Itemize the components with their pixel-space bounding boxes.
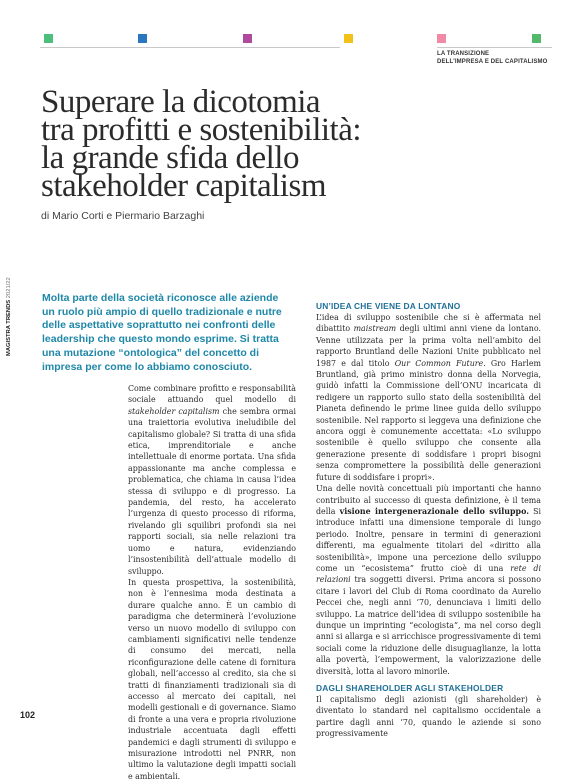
body-paragraph: In questa prospettiva, la sostenibilità, non è l’ennesima moda destinata a durare qualche anno. È un cambio di paradigma che determinerà l’evoluzione verso un nuovo modello di sviluppo con cambiamenti significativi nelle tendenze di consumo dei mercati, nella riconfigurazione delle catene di fornitura globali, nell’accesso al credito, sia che si tratti di finanziamenti tradizionali sia di accesso al mercato dei capitali, nei modelli gestionali e di governance. Siamo di fronte a una vera e propria rivoluzione industriale accentuata dagli effetti pandemici e dagli strumenti di sviluppo e misurazione introdotti nel PNRR, non ultimo la valutazione degli impatti sociali e ambientali. bbox=[128, 577, 296, 781]
lead-paragraph: Molta parte della società riconosce alle aziende un ruolo più ampio di quello tradizionale e nutre delle aspettative soprattutto nei confronti delle leadership che questo mondo esprime. Si tratta una mutazione “ontologica” del concetto di impresa per come lo abbiamo conosciuto. bbox=[42, 292, 282, 373]
page-number: 102 bbox=[20, 710, 36, 720]
body-paragraph bbox=[316, 483, 541, 677]
section-label bbox=[437, 51, 567, 66]
color-square bbox=[344, 34, 353, 43]
text-run: degli ultimi anni viene da lontano. Venne utilizzata per la prima volta nell’ambito del rapporto Bruntland delle Nazioni Unite pubblicato nel 1987 e dal titolo bbox=[316, 324, 541, 368]
text-run: . Gro Harlem Bruntland, già primo ministro donna della Norvegia, guidò infatti la Commissione dell’ONU incaricata di redigere un rapporto sullo stato della sostenibilità del Pianeta definendo le prime linee guida dello sviluppo sostenibile. Nel rapporto si leggeva una definizione che ancora oggi è comunemente accettata: «Lo sviluppo sostenibile è quello sviluppo che consente alla generazione presente di soddisfare i propri bisogni senza compromettere la possibilità delle generazioni future di soddisfare i propri». bbox=[316, 358, 541, 482]
color-square bbox=[243, 34, 252, 43]
title-line: la grande sfida dello bbox=[41, 140, 299, 176]
body-paragraph bbox=[316, 312, 541, 483]
magazine-spine-label bbox=[4, 277, 14, 356]
title-line: Superare la dicotomia bbox=[41, 84, 321, 120]
body-column-middle bbox=[128, 383, 296, 782]
section-heading: UN’IDEA CHE VIENE DA LONTANO bbox=[316, 301, 461, 311]
italic-text: rete di relazioni bbox=[316, 563, 541, 585]
body-paragraph: Il capitalismo degli azionisti (gli shareholder) è diventato lo standard nel capitalismo occidentale a partire dagli anni ’70, quando le aziende si sono progressivamente bbox=[316, 695, 541, 739]
italic-text: stakeholder capitalism bbox=[128, 406, 220, 416]
article-title bbox=[41, 84, 551, 204]
text-run: Si introduce infatti una dimensione temporale di lungo periodo. Inoltre, pensare in termini di generazioni differenti, ma egualmente titolari del «diritto alla sostenibilità», impone una percezione dello sviluppo come un “ecosistema” frutto cioè di una bbox=[316, 506, 542, 573]
title-line: tra profitti e sostenibilità: bbox=[41, 112, 362, 148]
text-run: che sembra ormai una traiettoria evolutiva ineludibile del capitalismo globale? Si tratta di una sfida etica, imprenditoriale e anche intellettuale di enorme portata. Una sfida appassionante ma anche complessa e problematica, che chiama in causa l’idea stessa di sviluppo e di progresso. La pandemia, del resto, ha accelerato l’urgenza di questo processo di riforma, rivelando gli squilibri profondi sia nei rapporti sociali, sia nelle relazioni tra uomo e natura, evidenziando l’insostenibilità dell’attuale modello di sviluppo. bbox=[128, 406, 296, 576]
section-heading: DAGLI SHAREHOLDER AGLI STAKEHOLDER bbox=[316, 683, 504, 693]
title-line: stakeholder capitalism bbox=[41, 168, 326, 204]
color-square bbox=[437, 34, 446, 43]
text-run: L’idea di sviluppo sostenibile che si è affermata nel dibattito bbox=[316, 313, 541, 334]
bold-text: visione intergenerazionale dello sviluppo. bbox=[339, 506, 529, 516]
section-label-line: LA TRANSIZIONE bbox=[437, 51, 490, 57]
body-column-right bbox=[316, 300, 541, 740]
text-run: Una delle novità concettuali più importanti che hanno contribuito al successo di questa definizione, è il tema della bbox=[316, 484, 541, 516]
text-run: Come combinare profitto e responsabilità sociale attuando quel modello di bbox=[128, 384, 296, 405]
byline: di Mario Corti e Piermario Barzaghi bbox=[41, 210, 205, 222]
color-square bbox=[138, 34, 147, 43]
section-label-line: DELL'IMPRESA E DEL CAPITALISMO bbox=[437, 58, 548, 65]
magazine-year: 2021/22 bbox=[6, 277, 12, 299]
magazine-name: MAGISTRA TRENDS bbox=[6, 299, 12, 356]
italic-text: maistream bbox=[353, 324, 397, 334]
header-rule bbox=[437, 47, 552, 48]
color-square bbox=[532, 34, 541, 43]
color-square bbox=[44, 34, 53, 43]
text-run: tra soggetti diversi. Prima ancora si possono citare i lavori del Club di Roma coordinato da Aurelio Peccei che, negli anni ’70, denunciava i limiti dello sviluppo. La matrice dell’idea di sviluppo sostenibile ha dunque un imprinting “ecologista”, ma nel corso degli anni si allarga e si arricchisce progressivamente di temi sociali come la riduzione delle disuguaglianze, la lotta alla povertà, l’empowerment, la valorizzazione delle diversità, lotta al lavoro minorile. bbox=[316, 575, 541, 676]
body-paragraph bbox=[128, 383, 296, 577]
header-rule bbox=[40, 47, 340, 48]
italic-text: Our Common Future bbox=[394, 358, 484, 368]
